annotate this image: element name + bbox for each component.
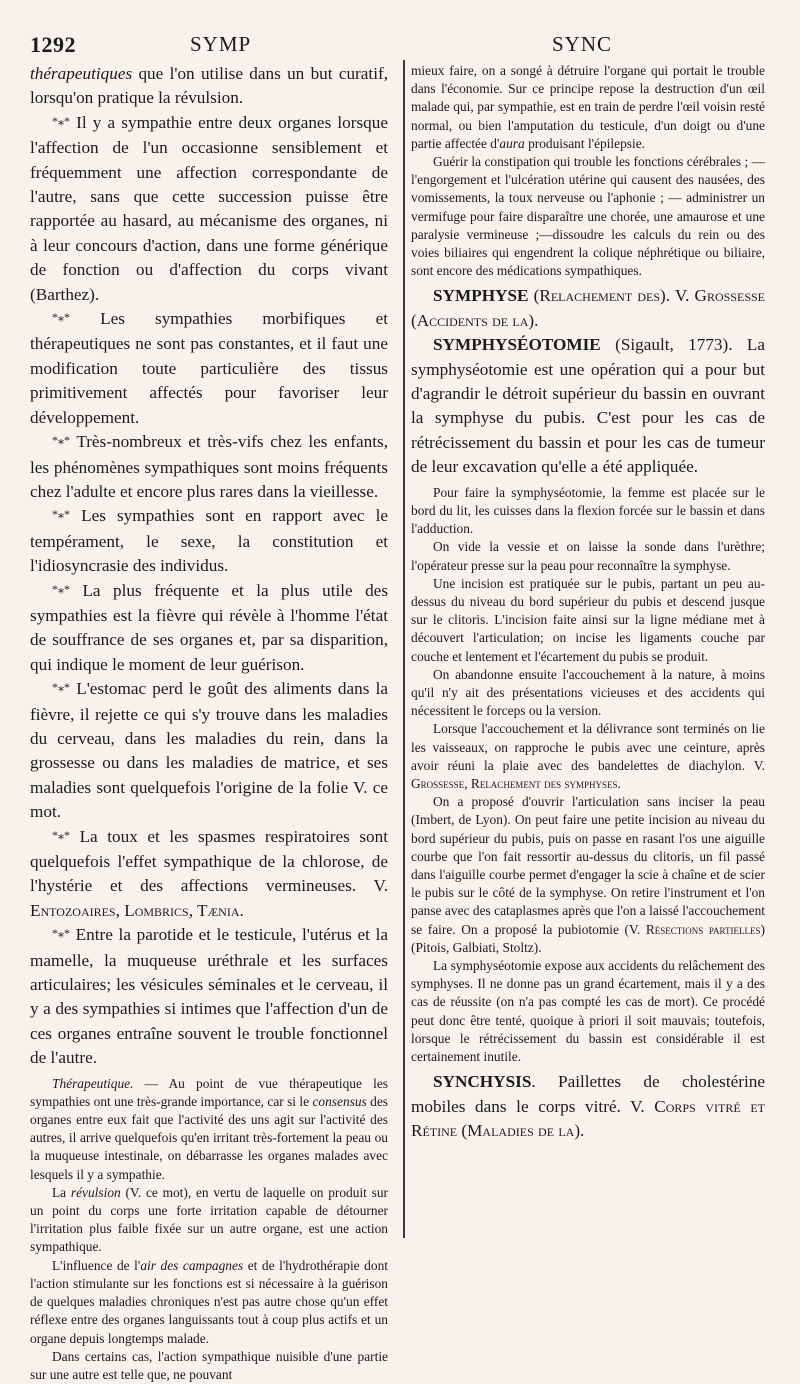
paragraph-text: Une incision est pratiquée sur le pubis, partant un peu au-dessus du niveau du bord supérieur du pubis et descend jusque sur le clitoris. L'incision faite ainsi sur la ligne médiane met à découvert l'articulation; on incise les ligaments couche par couche et lentement et l'écartement du pubis se produit. — [411, 575, 765, 664]
italic-term: révulsion — [70, 1184, 121, 1200]
paragraph-text: La — [52, 1184, 71, 1200]
paragraph-text: L'influence de l' — [52, 1257, 141, 1273]
asterism-icon: *⁎* — [52, 680, 70, 695]
entry-headword: SYMPHYSE — [433, 286, 529, 306]
entry-headword: SYMPHYSÉOTOMIE — [433, 335, 601, 355]
paragraph — [30, 579, 388, 678]
paragraph-text: Pour faire la symphyséotomie, la femme est placée sur le bord du lit, les cuisses dans la flexion forcée sur le bassin et dans l'adduction. — [411, 484, 765, 537]
entry-text: . Paillettes de cholestérine mobiles dans le corps vitré. V. — [411, 1072, 765, 1116]
paragraph — [411, 793, 765, 957]
paragraph-text: On abandonne ensuite l'accouchement à la nature, à moins qu'il n'y ait des présentations vicieuses et des accidents qui nécessitent le forceps ou la version. — [411, 666, 765, 719]
entry-synchysis — [411, 1070, 765, 1143]
paragraph-text: La symphyséotomie expose aux accidents du relâchement des symphyses. Il ne donne pas un grand écartement, mais il y a des cas de réussite (on n'a pas compté les cas de mort). Ce procédé peut donc être tenté, quoique à priori il soit mauvais; toutefois, lorsque le rétrécissement du bassin est considérable il est certainement inutile. — [411, 957, 765, 1064]
paragraph — [30, 111, 388, 307]
asterism-icon: *⁎* — [52, 507, 70, 522]
paragraph — [411, 575, 765, 666]
paragraph-text: Dans certains cas, l'action sympathique nuisible d'une partie sur une autre est telle que, ne pouvant — [30, 1348, 388, 1382]
paragraph — [30, 307, 388, 430]
asterism-icon: *⁎* — [52, 113, 70, 128]
paragraph-text: ) (Pitois, Galbiati, Stoltz). — [411, 921, 765, 955]
paragraph-text: (V. ce mot), en vertu de laquelle on produit sur un point du corps une forte irritation capable de détourner l'irritation plus faible fixée sur un autre organe, est une action sympathique. — [30, 1184, 388, 1255]
paragraph-text: Très-nombreux et très-vifs chez les enfants, les phénomènes sympathiques sont moins fréquents chez l'adulte et encore plus rares dans la vieillesse. — [30, 432, 388, 501]
asterism-icon: *⁎* — [52, 310, 70, 325]
cross-reference: Grossesse, Relachement des symphyses. — [411, 775, 621, 791]
asterism-icon: *⁎* — [52, 926, 70, 941]
paragraph-text: La toux et les spasmes respiratoires sont quelquefois l'effet sympathique de la chlorose, de l'hystérie et des affections vermineuses. V. — [30, 826, 388, 896]
paragraph-text: Guérir la constipation qui trouble les fonctions cérébrales ; — l'engorgement et l'ulcération utérine qui causent des nausées, des vomissements, la toux nerveuse ou l'aphonie ; — administrer un vermifuge pour faire disparaître une chorée, une amaurose et une paralysie vermineuse ;—dissoudre les calculs du rein ou des voies biliaires qui engendrent la colique néphrétique ou biliaire, sont encore des médications sympathiques. — [411, 154, 765, 279]
section-label: Thérapeutique. — [52, 1075, 134, 1091]
paragraph-text: On a proposé d'ouvrir l'articulation sans inciser la peau (Imbert, de Lyon). On peut faire une petite incision au niveau du bord supérieur du pubis, puis on passe en rasant l'os une aiguille courbe que l'on fait ressortir au-dessus du clitoris, un fil passé dans l'aiguille courbe permet d'engager la scie à chaîne et de scier le pubis sur le côté de la symphyse. On retire l'instrument et l'on panse avec des cataplasmes après que l'on a laissé l'accouchement se faire. On a proposé la pubiotomie (V. — [411, 794, 765, 937]
paragraph — [411, 720, 765, 793]
paragraph — [411, 153, 765, 280]
paragraph — [30, 1257, 388, 1348]
paragraph-text: des organes entre eux fait que l'activité des uns agit sur l'activité des autres, il arrive quelquefois qu'en irritant très-fortement la peau ou la muqueuse intestinale, on débarrasse les organes malades avec lesquels il y a sympathie. — [30, 1093, 388, 1182]
entry-symphyse — [411, 284, 765, 333]
paragraph — [30, 825, 388, 924]
italic-term: aura — [499, 135, 525, 151]
cross-reference: Corps vitré et Rétine (Maladies de la). — [411, 1096, 765, 1140]
asterism-icon: *⁎* — [52, 433, 70, 448]
running-head-right: SYNC — [552, 32, 613, 56]
paragraph — [411, 538, 765, 574]
asterism-icon: *⁎* — [52, 827, 70, 842]
paragraph — [411, 484, 765, 539]
left-column — [30, 62, 388, 1384]
paragraph — [411, 666, 765, 721]
entry-text: (Relachement des). V. Grossesse (Accidents de la). — [411, 286, 765, 330]
paragraph — [30, 923, 388, 1070]
column-divider — [403, 60, 405, 1238]
entry-symphyseotomie — [411, 333, 765, 479]
entry-headword: SYNCHYSIS — [433, 1072, 532, 1092]
italic-term: consensus — [312, 1093, 367, 1109]
cross-reference: Entozoaires, Lombrics, Tænia. — [30, 900, 244, 920]
page-header — [30, 32, 790, 62]
asterism-icon: *⁎* — [52, 581, 70, 596]
italic-term: thérapeutiques — [30, 64, 133, 83]
paragraph — [30, 430, 388, 504]
paragraph-text: La plus fréquente et la plus utile des sympathies est la fièvre qui révèle à l'homme l'état de souffrance de ses organes et, par sa disparition, qui indique le moment de leur guérison. — [30, 580, 389, 674]
right-column — [411, 62, 765, 1143]
cross-reference: Résections partielles — [645, 921, 761, 937]
paragraph — [30, 62, 388, 111]
paragraph — [30, 677, 388, 824]
paragraph-text: On vide la vessie et on laisse la sonde dans l'urèthre; l'opérateur presse sur la peau pour reconnaître la symphyse. — [411, 539, 765, 573]
page-number: 1292 — [30, 32, 76, 57]
paragraph — [30, 1075, 388, 1184]
paragraph — [30, 1184, 388, 1257]
paragraph-text: mieux faire, on a songé à détruire l'organe qui portait le trouble dans l'économie. Sur ce principe repose la destruction d'un œil malade qui, par sympathie, est en train de perdre l'œil voisin resté normal, ou bien l'amputation du testicule, d'un doigt ou d'une partie affectée d' — [411, 63, 765, 151]
paragraph — [411, 62, 765, 153]
paragraph-text: Les sympathies morbifiques et thérapeutiques ne sont pas constantes, et il faut une modification toute particulière des tissus primitivement affectés pour favoriser leur développement. — [30, 309, 388, 427]
paragraph — [30, 1348, 388, 1384]
paragraph — [30, 504, 388, 578]
italic-term: air des campagnes — [140, 1257, 244, 1273]
paragraph-text: — Au point de vue thérapeutique les sympathies ont une très-grande importance, car si le — [30, 1075, 388, 1109]
running-head-left: SYMP — [190, 32, 252, 56]
paragraph — [411, 957, 765, 1066]
paragraph-text: produisant l'épilepsie. — [524, 135, 646, 151]
paragraph-text: et de l'hydrothérapie dont l'action stimulante sur les fonctions est si nécessaire à la guérison de quelques maladies chroniques n'est pas autre chose qu'un effet réflexe entre des organes languissants tout à coup plus actifs et un organe depuis longtemps malade. — [30, 1257, 388, 1346]
paragraph-text: Les sympathies sont en rapport avec le tempérament, le sexe, la constitution et l'idiosyncrasie des individus. — [30, 506, 389, 576]
paragraph-text: Il y a sympathie entre deux organes lorsque l'affection de l'un occasionne sensiblement et fréquemment une affection correspondante de l'autre, sans que cette succession puisse être rapportée au hasard, au mécanisme des organes, ni à leur concours d'action, dans une forme générique de fonction ou d'affection du corps vivant (Barthez). — [30, 112, 388, 304]
paragraph-text: L'estomac perd le goût des aliments dans la fièvre, il rejette ce qui s'y trouve dans les maladies du cerveau, dans les maladies du rein, dans la grossesse ou dans les maladies de matrice, et ses maladies sont quelquefois l'origine de la folie V. ce mot. — [30, 679, 389, 822]
paragraph-text: que l'on utilise dans un but curatif, lorsqu'on pratique la révulsion. — [30, 64, 388, 108]
paragraph-text: Entre la parotide et le testicule, l'utérus et la mamelle, la muqueuse uréthrale et les surfaces articulaires; les vésicules séminales et le cerveau, il y a des sympathies si intimes que l'affection d'un de ces organes entraîne souvent le trouble fonctionnel de l'autre. — [30, 925, 388, 1068]
entry-text: (Sigault, 1773). La symphyséotomie est une opération qui a pour but d'agrandir le détroit supérieur du bassin en ouvrant la symphyse du pubis. C'est pour les cas de rétrécissement du bassin et pour les cas de tumeur de leur excavation qu'elle a été appliquée. — [411, 335, 765, 477]
paragraph-text: Lorsque l'accouchement et la délivrance sont terminés on lie les vaisseaux, on rapproche le pubis avec une ceinture, après avoir réuni la plaie avec des bandelettes de diachylon. V. — [411, 721, 765, 773]
